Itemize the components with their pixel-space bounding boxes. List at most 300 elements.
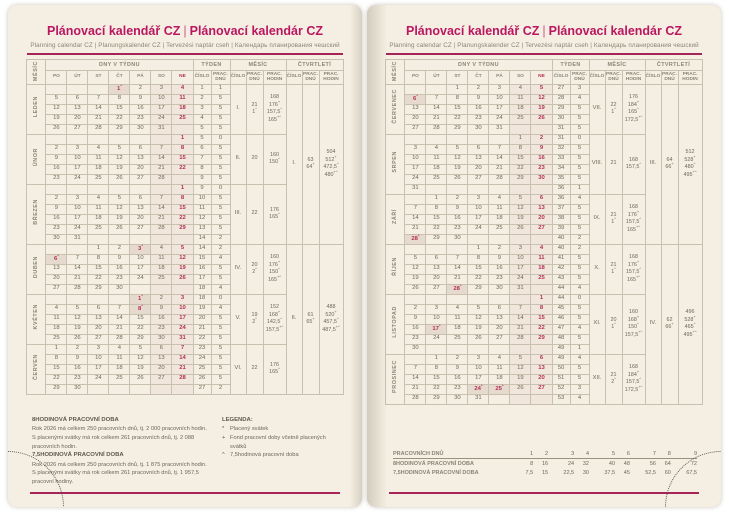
month-label bbox=[27, 294, 46, 344]
day-cell: 18 bbox=[489, 374, 510, 384]
day-cell: 29 bbox=[531, 334, 552, 344]
week-workdays: 5 bbox=[211, 164, 230, 174]
day-cell: 29 bbox=[172, 224, 193, 234]
day-cell: 23 bbox=[109, 274, 130, 284]
day-cell: 28 bbox=[151, 174, 172, 184]
week-workdays: 5 bbox=[570, 214, 589, 224]
week-number: 8 bbox=[193, 164, 211, 174]
table-head bbox=[27, 59, 343, 84]
day-cell: 14 bbox=[447, 264, 468, 274]
day-cell: 10 bbox=[88, 354, 109, 364]
sub-header: PRAC. DNŮ bbox=[662, 71, 677, 83]
week-number: 35 bbox=[552, 174, 570, 184]
week-workdays: 4 bbox=[211, 304, 230, 314]
month-hours-line: 176+ bbox=[268, 98, 281, 108]
footnote-symbol: + bbox=[277, 98, 281, 104]
month-hours-line: 157,5^ bbox=[625, 161, 642, 171]
quarter-hours bbox=[678, 84, 702, 244]
legend-symbol: + bbox=[222, 434, 226, 441]
week-number: 13 bbox=[193, 224, 211, 234]
day-cell: 13 bbox=[531, 364, 552, 374]
day-cell: 24 bbox=[151, 114, 172, 124]
week-number: 4 bbox=[193, 114, 211, 124]
day-cell: 6* bbox=[405, 94, 426, 104]
week-number: 50 bbox=[552, 364, 570, 374]
day-cell: 11 bbox=[172, 94, 193, 104]
month-workdays-line: 2* bbox=[611, 376, 616, 386]
day-cell: 29 bbox=[510, 174, 531, 184]
sub-header: PRAC. HODIN bbox=[263, 70, 286, 84]
quarter-hours-line: 496 bbox=[685, 309, 695, 316]
footnote-symbol: ^ bbox=[278, 366, 280, 372]
quarter-workdays bbox=[661, 84, 678, 244]
footnote-symbol: + bbox=[671, 161, 674, 167]
week-workdays: 5 bbox=[211, 214, 230, 224]
sub-header: PRAC. DNŮ bbox=[570, 70, 589, 84]
footnote-symbol: * bbox=[501, 382, 504, 388]
week-number: 43 bbox=[552, 274, 570, 284]
day-cell: 9 bbox=[46, 154, 67, 164]
footnote-symbol: ^ bbox=[639, 266, 642, 272]
day-cell: 18 bbox=[46, 324, 67, 334]
day-cell: 25 bbox=[172, 114, 193, 124]
quarter-workdays-line: 66+ bbox=[665, 321, 674, 331]
day-cell bbox=[67, 244, 88, 254]
day-cell: 11 bbox=[489, 204, 510, 214]
day-cell: 30 bbox=[531, 174, 552, 184]
day-cell: 2 bbox=[489, 244, 510, 254]
week-number: 32 bbox=[552, 144, 570, 154]
month-label bbox=[386, 294, 405, 354]
day-cell: 8 bbox=[109, 94, 130, 104]
day-cell: 31 bbox=[172, 334, 193, 344]
sub-header: PRAC. HODIN bbox=[319, 70, 343, 84]
week-number: 17 bbox=[193, 274, 211, 284]
day-cell: 10 bbox=[468, 204, 489, 214]
month-hours-line: 176+ bbox=[627, 258, 640, 268]
day-cell: 5 bbox=[172, 244, 193, 254]
day-cell: 31 bbox=[468, 394, 489, 404]
day-cell: 14 bbox=[88, 104, 109, 114]
quarter-hours-line: 520+ bbox=[325, 308, 337, 318]
group-header: ČTVRTLETÍ bbox=[645, 59, 702, 70]
week-workdays: 1 bbox=[211, 84, 230, 94]
day-cell: 22 bbox=[531, 324, 552, 334]
day-header-út: ÚT bbox=[426, 70, 447, 84]
day-cell: 24 bbox=[88, 374, 109, 384]
sub-header: PRAC. HODIN bbox=[678, 70, 702, 84]
month-label-text: KVĚTEN bbox=[33, 304, 40, 330]
week-workdays: 0 bbox=[211, 294, 230, 304]
day-cell: 1 bbox=[46, 344, 67, 354]
page-title bbox=[8, 25, 362, 39]
header-rule bbox=[27, 53, 343, 55]
day-cell: 5 bbox=[109, 144, 130, 154]
day-cell bbox=[109, 294, 130, 304]
week-workdays: 5 bbox=[570, 304, 589, 314]
day-cell bbox=[510, 234, 531, 244]
worktime-lookup-value: 32 bbox=[582, 460, 589, 467]
month-hours-line: 157,5^ bbox=[266, 106, 283, 116]
month-hours-line: 168+ bbox=[268, 308, 281, 318]
day-cell: 21 bbox=[88, 114, 109, 124]
day-cell: 17 bbox=[88, 364, 109, 374]
footnote-symbol: +^ bbox=[635, 224, 641, 230]
day-cell: 22 bbox=[426, 384, 447, 394]
week-number: 49 bbox=[552, 344, 570, 354]
footnote-symbol: * bbox=[255, 316, 257, 322]
month-label-text: LEDEN bbox=[33, 96, 40, 118]
footnote-symbol: +^ bbox=[638, 384, 643, 390]
week-workdays: 3 bbox=[570, 84, 589, 94]
month-workdays bbox=[246, 244, 263, 294]
day-cell bbox=[67, 294, 88, 304]
week-workdays: 5 bbox=[570, 254, 589, 264]
day-cell: 5 bbox=[510, 194, 531, 204]
day-cell: 23 bbox=[67, 374, 88, 384]
day-cell: 1 bbox=[172, 134, 193, 144]
day-cell bbox=[510, 124, 531, 134]
footnote-symbol: * bbox=[416, 92, 418, 98]
day-cell: 3 bbox=[67, 144, 88, 154]
quarter-hours-line: 480^ bbox=[684, 161, 696, 171]
day-cell: 1 bbox=[172, 184, 193, 194]
day-cell: 24 bbox=[489, 114, 510, 124]
month-column-header-label: MĚSÍC bbox=[33, 60, 40, 81]
quarter-hours bbox=[319, 84, 343, 244]
month-hours-line: 168 bbox=[629, 364, 638, 371]
footnote-symbol: ^ bbox=[278, 211, 280, 217]
day-cell: 19 bbox=[46, 114, 67, 124]
day-cell: 5 bbox=[468, 304, 489, 314]
month-hours-line: 168+ bbox=[627, 313, 640, 323]
worktime-lookup-value: 22,5 bbox=[563, 469, 575, 476]
day-cell: 18 bbox=[426, 164, 447, 174]
day-cell: 14 bbox=[67, 264, 88, 274]
quarter-workdays-line: 64 bbox=[666, 156, 673, 163]
week-number: 14 bbox=[193, 234, 211, 244]
day-cell: 25 bbox=[489, 224, 510, 234]
week-workdays: 5 bbox=[211, 354, 230, 364]
day-cell: 11 bbox=[489, 364, 510, 374]
month-hours-line: 160 bbox=[629, 309, 638, 316]
title-left: Plánovací kalendář CZ bbox=[405, 24, 540, 38]
footnote-symbol: + bbox=[671, 321, 674, 327]
day-cell: 15 bbox=[172, 154, 193, 164]
month-hours bbox=[622, 194, 645, 244]
day-cell: 21 bbox=[447, 274, 468, 284]
footnote-symbol: * bbox=[480, 382, 483, 388]
day-cell: 20 bbox=[468, 164, 489, 174]
day-cell: 14 bbox=[151, 154, 172, 164]
page-header bbox=[8, 5, 362, 55]
month-hours-line: 160 bbox=[270, 254, 279, 261]
worktime-notes bbox=[32, 416, 212, 487]
footnote-symbol: + bbox=[636, 313, 640, 319]
bottom-rule bbox=[30, 492, 340, 494]
day-cell: 28 bbox=[510, 334, 531, 344]
day-cell bbox=[531, 124, 552, 134]
group-header: ČTVRTLETÍ bbox=[286, 59, 343, 70]
day-cell: 17* bbox=[426, 324, 447, 334]
day-cell: 18 bbox=[447, 324, 468, 334]
week-number: 40 bbox=[552, 234, 570, 244]
quarter-workdays-line: 65+ bbox=[306, 316, 315, 326]
day-header-so: SO bbox=[151, 70, 172, 84]
month-number: X. bbox=[589, 244, 605, 294]
day-cell: 29 bbox=[109, 124, 130, 134]
day-cell: 4 bbox=[447, 304, 468, 314]
month-number: XI. bbox=[589, 294, 605, 354]
week-number: 48 bbox=[552, 334, 570, 344]
week-number: 51 bbox=[552, 374, 570, 384]
footnote-symbol: * bbox=[614, 321, 616, 327]
page-right bbox=[367, 5, 721, 507]
day-cell: 13 bbox=[67, 104, 88, 114]
month-hours bbox=[622, 134, 645, 194]
week-number: 38 bbox=[552, 214, 570, 224]
month-hours-line: 157,5^ bbox=[625, 376, 642, 386]
month-label bbox=[27, 84, 46, 134]
day-cell: 19 bbox=[109, 164, 130, 174]
day-cell: 29 bbox=[130, 334, 151, 344]
day-cell bbox=[46, 294, 67, 304]
month-workdays-line: 2* bbox=[252, 266, 257, 276]
day-cell: 27 bbox=[130, 224, 151, 234]
day-cell: 10 bbox=[151, 94, 172, 104]
day-cell: 17 bbox=[468, 214, 489, 224]
day-cell: 4 bbox=[531, 244, 552, 254]
day-cell: 20 bbox=[405, 114, 426, 124]
quarter-hours bbox=[678, 244, 702, 404]
day-cell: 13 bbox=[130, 204, 151, 214]
day-cell: 22 bbox=[468, 274, 489, 284]
worktime-lookup-value: 64 bbox=[664, 460, 671, 467]
week-number: 36 bbox=[552, 184, 570, 194]
footnote-symbol: ^ bbox=[280, 106, 283, 112]
day-cell: 6 bbox=[531, 354, 552, 364]
worktime-lookup-value: 9 bbox=[671, 449, 697, 459]
week-number: 44 bbox=[552, 294, 570, 304]
day-cell: 17 bbox=[172, 314, 193, 324]
week-workdays: 5 bbox=[570, 314, 589, 324]
day-cell: 7 bbox=[489, 144, 510, 154]
day-cell: 16 bbox=[46, 214, 67, 224]
day-header-čt: ČT bbox=[109, 70, 130, 84]
week-workdays: 0 bbox=[570, 294, 589, 304]
worktime-lookup-value: 4 bbox=[574, 449, 589, 459]
footnote-symbol: ^ bbox=[278, 266, 280, 272]
week-workdays: 5 bbox=[211, 224, 230, 234]
group-header: DNY V TÝDNU bbox=[405, 59, 552, 70]
calendar-table-right bbox=[385, 59, 702, 405]
day-cell: 7 bbox=[426, 94, 447, 104]
footnote-symbol: ^ bbox=[278, 156, 280, 162]
day-cell: 30 bbox=[447, 394, 468, 404]
day-cell bbox=[510, 344, 531, 354]
day-cell: 26 bbox=[531, 114, 552, 124]
day-cell: 21 bbox=[405, 384, 426, 394]
footnote-symbol: * bbox=[141, 302, 143, 308]
week-workdays: 5 bbox=[570, 204, 589, 214]
day-cell: 8 bbox=[447, 94, 468, 104]
footnote-symbol: + bbox=[312, 161, 315, 167]
month-number: III. bbox=[230, 184, 246, 244]
day-cell: 1 bbox=[426, 194, 447, 204]
footnote-symbol: + bbox=[334, 308, 337, 314]
table-head bbox=[386, 59, 702, 84]
day-cell bbox=[531, 344, 552, 354]
day-cell: 30 bbox=[468, 124, 489, 134]
day-cell: 2 bbox=[46, 194, 67, 204]
month-workdays-line: 21 bbox=[610, 261, 617, 268]
worktime-note-line: Rok 2026 má celkem 250 pracovních dnů, tj. 1 875 pracovních hodin. bbox=[32, 461, 207, 468]
day-cell: 29 bbox=[426, 394, 447, 404]
month-hours-line: 150^ bbox=[628, 321, 639, 331]
week-workdays: 5 bbox=[570, 154, 589, 164]
header-rule bbox=[386, 53, 702, 55]
month-workdays bbox=[246, 294, 263, 344]
month-hours-line: 152 bbox=[270, 304, 279, 311]
day-cell bbox=[46, 134, 67, 144]
day-cell: 11 bbox=[531, 254, 552, 264]
week-number: 1 bbox=[193, 84, 211, 94]
day-cell: 9 bbox=[447, 204, 468, 214]
day-cell bbox=[510, 394, 531, 404]
day-cell bbox=[151, 234, 172, 244]
week-number: 16 bbox=[193, 264, 211, 274]
week-workdays: 5 bbox=[211, 194, 230, 204]
day-cell bbox=[426, 84, 447, 94]
month-hours-line: 176 bbox=[270, 361, 279, 368]
worktime-lookup-value: 56 bbox=[649, 460, 656, 467]
day-cell: 19 bbox=[510, 214, 531, 224]
week-number: 31 bbox=[552, 134, 570, 144]
day-cell: 12 bbox=[531, 94, 552, 104]
day-cell: 29 bbox=[46, 384, 67, 394]
day-cell bbox=[531, 234, 552, 244]
week-number: 9 bbox=[193, 184, 211, 194]
footnote-symbol: * bbox=[417, 232, 420, 238]
day-cell: 3 bbox=[67, 194, 88, 204]
month-hours-line: 150^ bbox=[269, 266, 280, 276]
worktime-lookup-value: 2 bbox=[533, 449, 548, 459]
month-workdays-line: 1* bbox=[252, 106, 257, 116]
day-cell: 5 bbox=[130, 344, 151, 354]
page-subtitle: Planning calendar CZ | Planungskalender CZ | Tervezési naptár cseh | Календарь планирования чешский bbox=[389, 41, 699, 49]
month-hours-line: 168 bbox=[629, 204, 638, 211]
day-cell: 11 bbox=[447, 314, 468, 324]
week-number: 18 bbox=[193, 294, 211, 304]
week-number: 23 bbox=[193, 344, 211, 354]
day-cell: 19 bbox=[130, 364, 151, 374]
month-hours bbox=[263, 134, 286, 184]
day-cell: 13 bbox=[130, 154, 151, 164]
day-cell: 23 bbox=[468, 114, 489, 124]
week-workdays: 5 bbox=[211, 204, 230, 214]
day-cell: 7 bbox=[151, 194, 172, 204]
month-label bbox=[386, 354, 405, 404]
day-cell bbox=[172, 284, 193, 294]
day-cell: 10 bbox=[426, 314, 447, 324]
day-cell: 27 bbox=[426, 284, 447, 294]
day-cell: 10 bbox=[130, 254, 151, 264]
month-hours-line: 165^ bbox=[269, 211, 280, 221]
day-cell: 3 bbox=[468, 354, 489, 364]
day-cell bbox=[130, 184, 151, 194]
day-cell: 28* bbox=[447, 284, 468, 294]
week-workdays: 5 bbox=[211, 174, 230, 184]
worktime-note-line: Rok 2026 má celkem 250 pracovních dnů, tj. 2 000 pracovních hodin. bbox=[32, 425, 207, 432]
day-cell: 13 bbox=[88, 314, 109, 324]
month-column-header-label: MĚSÍC bbox=[392, 60, 399, 81]
worktime-note-line: S placenými svátky má rok celkem 261 pracovních dnů, tj. 1 957,5 pracovní hodiny. bbox=[32, 470, 199, 486]
footnote-symbol: +^ bbox=[692, 169, 697, 175]
month-workdays-line: 20 bbox=[610, 316, 617, 323]
week-number: 27 bbox=[193, 384, 211, 394]
month-workdays-line: 1* bbox=[611, 321, 616, 331]
day-cell bbox=[468, 234, 489, 244]
day-cell: 15 bbox=[531, 314, 552, 324]
day-cell: 3 bbox=[172, 294, 193, 304]
day-cell: 31 bbox=[67, 234, 88, 244]
day-cell bbox=[130, 134, 151, 144]
footer-notes bbox=[32, 416, 340, 487]
day-cell: 2 bbox=[447, 194, 468, 204]
day-cell: 22 bbox=[172, 214, 193, 224]
day-cell: 22 bbox=[88, 274, 109, 284]
day-cell: 23 bbox=[151, 324, 172, 334]
day-cell: 13 bbox=[151, 354, 172, 364]
footnote-symbol: + bbox=[693, 313, 696, 319]
footnote-symbol: ^ bbox=[639, 376, 642, 382]
day-cell: 25 bbox=[151, 274, 172, 284]
page-left bbox=[8, 5, 362, 507]
week-number: 6 bbox=[193, 144, 211, 154]
day-cell: 3 bbox=[426, 304, 447, 314]
day-cell: 12 bbox=[468, 314, 489, 324]
bottom-rule bbox=[389, 492, 699, 494]
footnote-symbol: * bbox=[57, 252, 59, 258]
day-cell bbox=[426, 244, 447, 254]
day-cell: 1 bbox=[88, 244, 109, 254]
month-workdays-line: 1* bbox=[611, 106, 616, 116]
title-right: Plánovací kalendár CZ bbox=[189, 24, 324, 38]
worktime-lookup-row bbox=[393, 449, 697, 459]
day-cell: 6 bbox=[130, 144, 151, 154]
week-number: 40 bbox=[552, 244, 570, 254]
week-number: 44 bbox=[552, 284, 570, 294]
month-hours-line: 168 bbox=[629, 156, 638, 163]
week-workdays: 5 bbox=[570, 124, 589, 134]
week-workdays: 2 bbox=[570, 234, 589, 244]
week-workdays: 5 bbox=[211, 364, 230, 374]
worktime-lookup-value: 37,5 bbox=[604, 469, 616, 476]
footnote-symbol: ^ bbox=[639, 216, 642, 222]
day-cell: 28 bbox=[172, 374, 193, 384]
day-cell: 25 bbox=[531, 274, 552, 284]
footnote-symbol: +^ bbox=[333, 169, 338, 175]
worktime-lookup-value: 1 bbox=[515, 449, 534, 459]
day-cell: 7 bbox=[109, 304, 130, 314]
day-cell: 13 bbox=[489, 314, 510, 324]
day-cell: 26 bbox=[130, 374, 151, 384]
day-cell: 6 bbox=[67, 94, 88, 104]
footnote-symbol: + bbox=[312, 316, 315, 322]
day-cell: 21 bbox=[151, 164, 172, 174]
day-cell: 27 bbox=[151, 374, 172, 384]
week-number: 52 bbox=[552, 384, 570, 394]
